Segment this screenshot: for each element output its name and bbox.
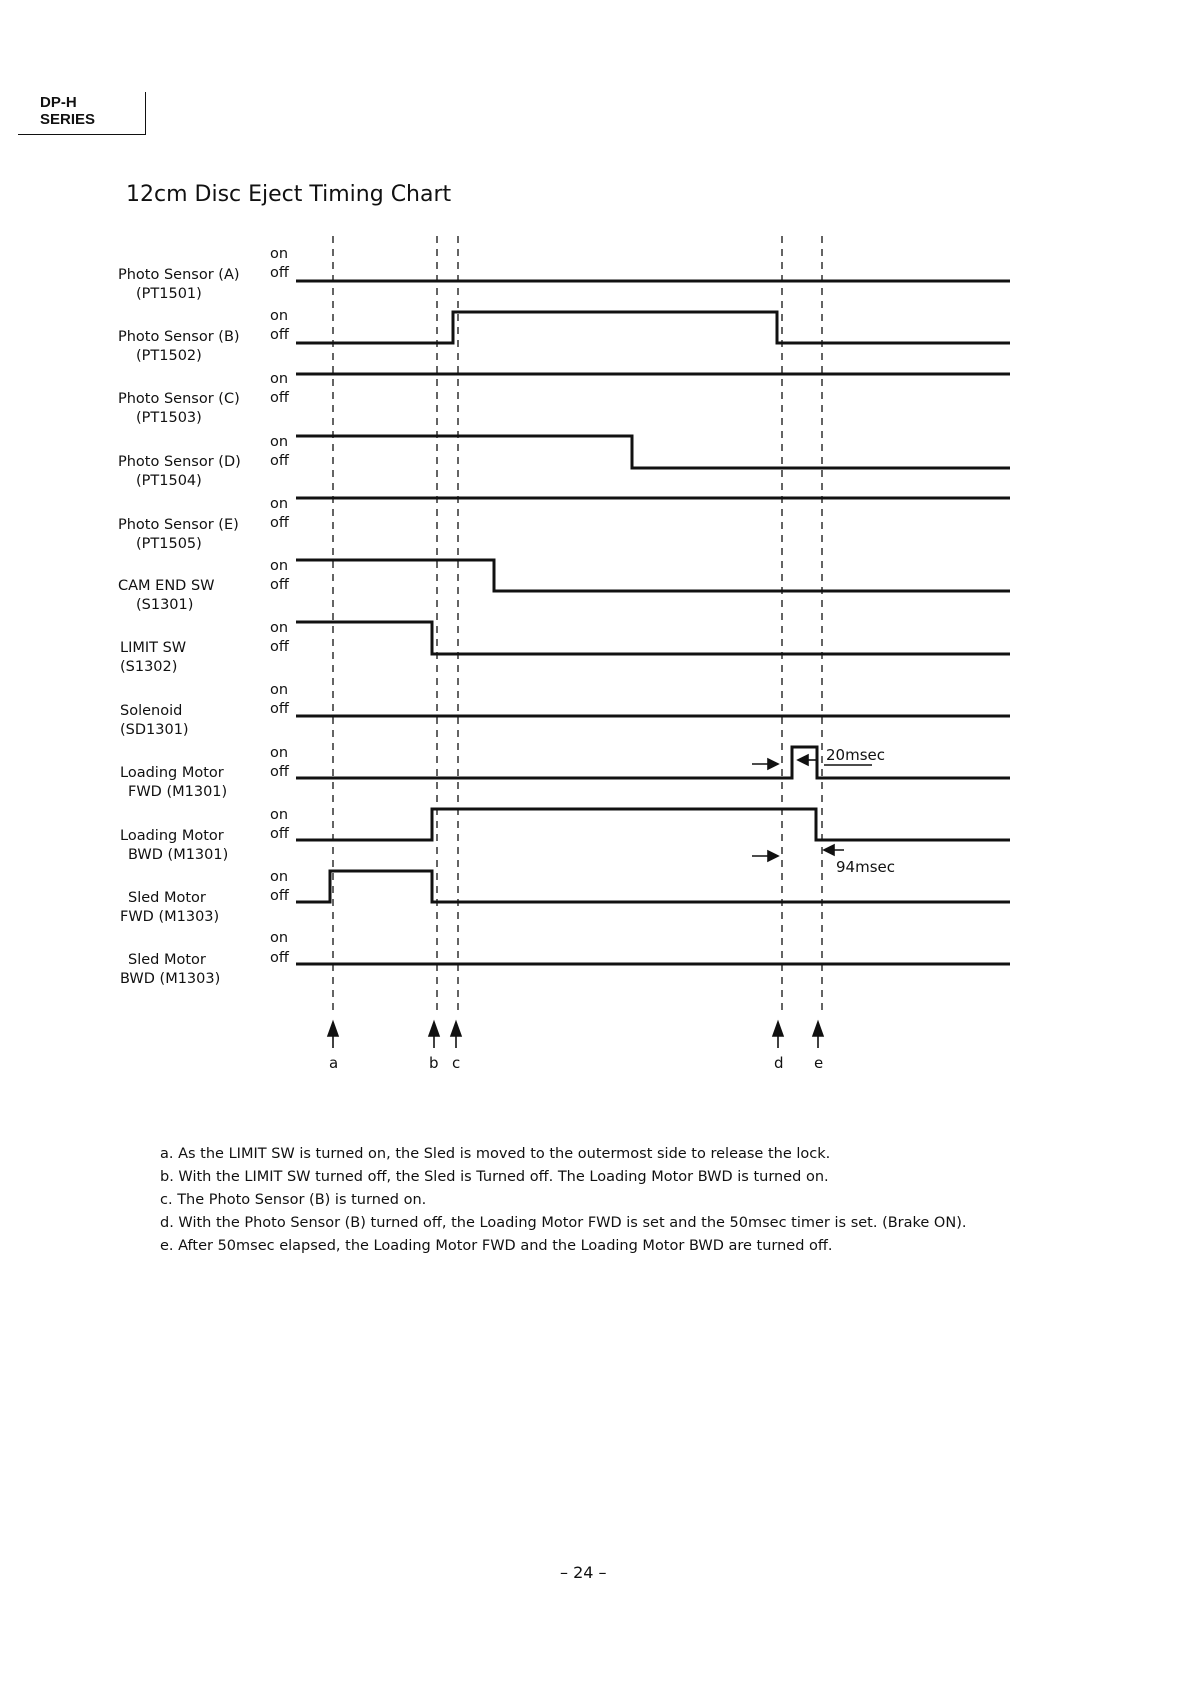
- off-label: off: [270, 639, 289, 655]
- signal-part: (PT1503): [136, 410, 202, 426]
- signal-part: BWD (M1303): [120, 971, 221, 987]
- signal-label: Sled Motor: [128, 890, 206, 906]
- event-arrowhead-d: [773, 1022, 783, 1036]
- event-labels: [329, 1054, 823, 1072]
- on-label: on: [270, 246, 289, 262]
- waveform-loading-motor-fwd: [296, 747, 1010, 778]
- waveforms: [296, 281, 1010, 964]
- signal-label: Loading Motor: [120, 828, 224, 844]
- on-label: on: [270, 869, 289, 885]
- event-arrows: [328, 1022, 823, 1048]
- notes-list: [160, 1143, 966, 1258]
- waveform-limit-sw: [296, 622, 1010, 654]
- chart-title: 12cm Disc Eject Timing Chart: [126, 182, 452, 207]
- signal-part: FWD (M1303): [120, 909, 220, 925]
- off-label: off: [270, 327, 289, 343]
- signal-part: (S1302): [120, 659, 178, 675]
- on-label: on: [270, 745, 289, 761]
- waveform-loading-motor-bwd: [296, 809, 1010, 840]
- signal-part: FWD (M1301): [128, 784, 228, 800]
- on-label: on: [270, 308, 289, 324]
- signal-label: Photo Sensor (A): [118, 267, 240, 283]
- signal-part: (PT1504): [136, 473, 202, 489]
- signal-label: Photo Sensor (D): [118, 454, 241, 470]
- series-label: SERIES: [40, 111, 96, 128]
- series-model: DP-H: [40, 94, 77, 111]
- event-arrowhead-b: [429, 1022, 439, 1036]
- off-label: off: [270, 888, 289, 904]
- waveform-sled-motor-fwd: [296, 871, 1010, 902]
- note-d: d. With the Photo Sensor (B) turned off, the Loading Motor FWD is set and the 50msec timer is set. (Brake ON).: [160, 1215, 967, 1231]
- on-label: on: [270, 558, 289, 574]
- fwd-delay-label: 20msec: [826, 746, 885, 764]
- fwd-end-arrowhead: [798, 755, 808, 765]
- signal-part: (S1301): [136, 597, 194, 613]
- bwd-start-arrowhead: [768, 851, 778, 861]
- signal-part: (PT1505): [136, 536, 202, 552]
- off-label: off: [270, 390, 289, 406]
- on-label: on: [270, 434, 289, 450]
- on-label: on: [270, 620, 289, 636]
- signal-label: CAM END SW: [118, 578, 215, 594]
- event-arrowhead-a: [328, 1022, 338, 1036]
- signal-part: (PT1502): [136, 348, 202, 364]
- off-label: off: [270, 265, 289, 281]
- off-label: off: [270, 764, 289, 780]
- off-label: off: [270, 826, 289, 842]
- on-label: on: [270, 807, 289, 823]
- signal-label: Photo Sensor (C): [118, 391, 240, 407]
- signal-label: Loading Motor: [120, 765, 224, 781]
- on-label: on: [270, 371, 289, 387]
- waveform-photo-sensor-b: [296, 312, 1010, 343]
- event-label-d: d: [774, 1054, 784, 1072]
- bwd-end-arrowhead: [824, 845, 834, 855]
- on-label: on: [270, 682, 289, 698]
- event-label-e: e: [814, 1054, 824, 1072]
- off-label: off: [270, 950, 289, 966]
- off-label: off: [270, 577, 289, 593]
- off-label: off: [270, 453, 289, 469]
- event-label-b: b: [429, 1054, 439, 1072]
- on-label: on: [270, 930, 289, 946]
- event-arrowhead-e: [813, 1022, 823, 1036]
- signal-label: Photo Sensor (B): [118, 329, 240, 345]
- event-label-c: c: [452, 1054, 461, 1072]
- note-c: c. The Photo Sensor (B) is turned on.: [160, 1192, 427, 1208]
- event-label-a: a: [329, 1054, 339, 1072]
- signal-label: Solenoid: [120, 703, 183, 719]
- event-arrowhead-c: [451, 1022, 461, 1036]
- signal-label: LIMIT SW: [120, 640, 187, 656]
- signal-part: (PT1501): [136, 286, 202, 302]
- signal-part: BWD (M1301): [128, 847, 229, 863]
- note-b: b. With the LIMIT SW turned off, the Sled is Turned off. The Loading Motor BWD is turned on.: [160, 1169, 829, 1185]
- signal-label: Sled Motor: [128, 952, 206, 968]
- signal-label: Photo Sensor (E): [118, 517, 239, 533]
- bwd-delay-label: 94msec: [836, 858, 895, 876]
- fwd-start-arrowhead: [768, 759, 778, 769]
- state-labels: [270, 246, 290, 966]
- note-a: a. As the LIMIT SW is turned on, the Sled is moved to the outermost side to release the lock.: [160, 1146, 831, 1162]
- note-e: e. After 50msec elapsed, the Loading Motor FWD and the Loading Motor BWD are turned off.: [160, 1238, 833, 1254]
- page-number: – 24 –: [560, 1563, 607, 1582]
- on-label: on: [270, 496, 289, 512]
- signal-part: (SD1301): [120, 722, 189, 738]
- signal-labels: [118, 267, 241, 987]
- off-label: off: [270, 515, 289, 531]
- waveform-cam-end-sw: [296, 560, 1010, 591]
- waveform-photo-sensor-d: [296, 436, 1010, 468]
- off-label: off: [270, 701, 289, 717]
